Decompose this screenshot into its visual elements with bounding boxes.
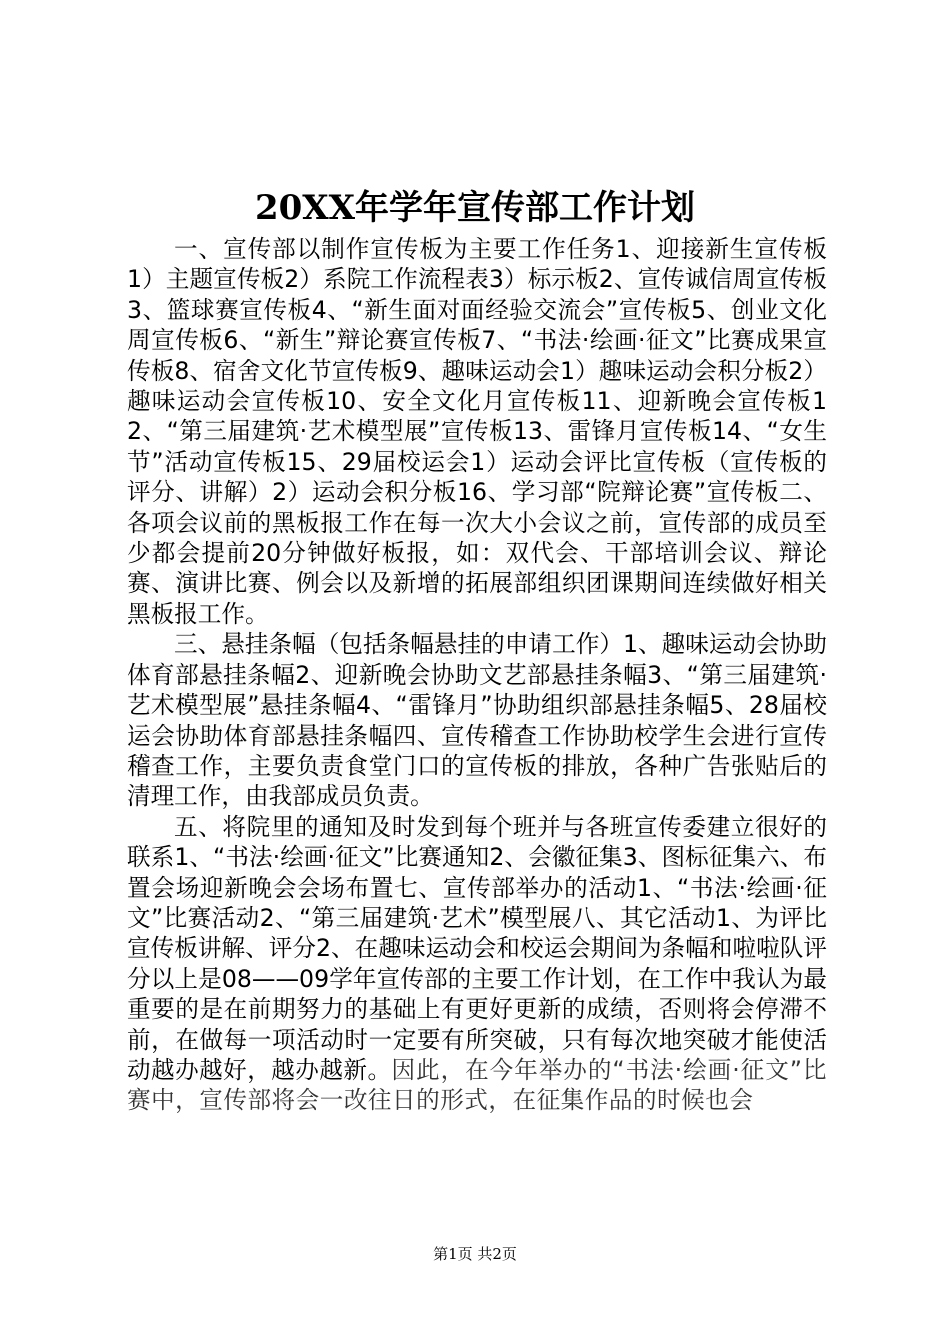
document-body <box>127 234 827 1116</box>
paragraph-3-text: 五、将院里的通知及时发到每个班并与各班宣传委建立很好的联系1、“书法·绘画·征文”比赛通知2、会徽征集3、图标征集六、布置会场迎新晚会会场布置七、宣传部举办的活动1、“书法·绘画·征文”比赛活动2、“第三届建筑·艺术”模型展八、其它活动1、为评比宣传板讲解、评分2、在趣味运动会和校运会期间为条幅和啦啦队评分以上是08——09学年宣传部的主要工作计划，在工作中我认为最重要的是在前期努力的基础上有更好更新的成绩，否则将会停滞不前，在做每一项活动时一定要有所突破，只有每次地突破才能使活动越办越好，越办越新。 <box>127 812 827 1084</box>
paragraph-2: 三、悬挂条幅（包括条幅悬挂的申请工作）1、趣味运动会协助体育部悬挂条幅2、迎新晚会协助文艺部悬挂条幅3、“第三届建筑·艺术模型展”悬挂条幅4、“雷锋月”协助组织部悬挂条幅5、28届校运会协助体育部悬挂条幅四、宣传稽查工作协助校学生会进行宣传稽查工作，主要负责食堂门口的宣传板的排放，各种广告张贴后的清理工作，由我部成员负责。 <box>127 630 827 811</box>
document-title: 20XX年学年宣传部工作计划 <box>254 188 696 228</box>
paragraph-1: 一、宣传部以制作宣传板为主要工作任务1、迎接新生宣传板1）主题宣传板2）系院工作流程表3）标示板2、宣传诚信周宣传板3、篮球赛宣传板4、“新生面对面经验交流会”宣传板5、创业文化周宣传板6、“新生”辩论赛宣传板7、“书法·绘画·征文”比赛成果宣传板8、宿舍文化节宣传板9、趣味运动会1）趣味运动会积分板2）趣味运动会宣传板10、安全文化月宣传板11、迎新晚会宣传板12、“第三届建筑·艺术模型展”宣传板13、雷锋月宣传板14、“女生节”活动宣传板15、29届校运会1）运动会评比宣传板（宣传板的评分、讲解）2）运动会积分板16、学习部“院辩论赛”宣传板二、各项会议前的黑板报工作在每一次大小会议之前，宣传部的成员至少都会提前20分钟做好板报，如：双代会、干部培训会议、辩论赛、演讲比赛、例会以及新增的拓展部组织团课期间连续做好相关黑板报工作。 <box>127 235 827 628</box>
page-footer: 第1页 共2页 <box>433 1245 517 1263</box>
paragraph-3-continuation: 因此，在今年举办的“书法·绘画·征文”比赛中，宣传部将会一改往日的形式，在征集作品的时候也会 <box>127 1055 828 1115</box>
paragraph-3 <box>127 812 827 1116</box>
